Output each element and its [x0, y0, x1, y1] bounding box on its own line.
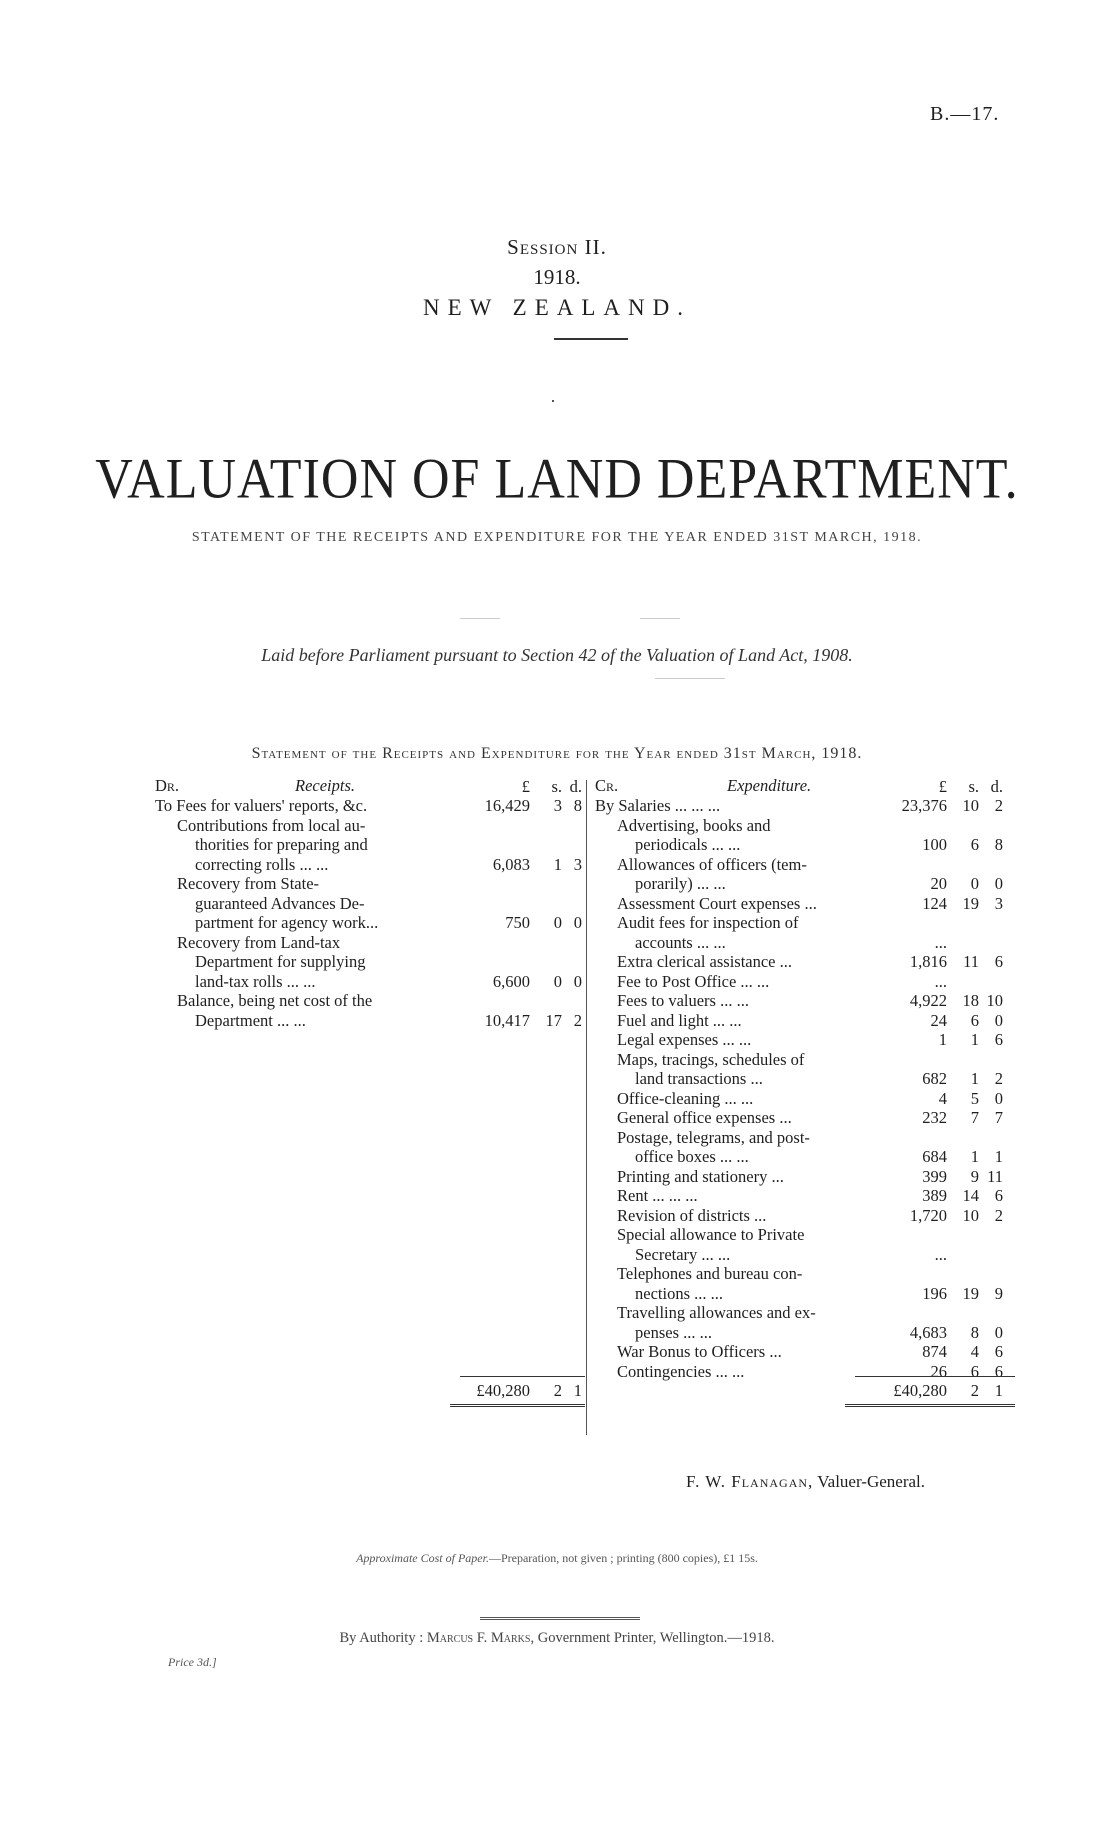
expenditure-total: [857, 1380, 1017, 1400]
row-pounds: 16,429: [484, 796, 530, 815]
ledger-row: [595, 894, 1015, 914]
ledger-row: [595, 1089, 1015, 1109]
row-pence: 2: [994, 796, 1003, 815]
total-shillings: 2: [553, 1380, 562, 1400]
row-shillings: 5: [970, 1088, 979, 1108]
laid-before-note: Laid before Parliament pursuant to Section 42 of the Valuation of Land Act, 1908.: [261, 645, 853, 665]
expenditure-rows: [595, 796, 1015, 1381]
row-pounds: 750: [505, 913, 530, 932]
row-description: thorities for preparing and: [195, 835, 368, 854]
row-description: Printing and stationery ...: [617, 1166, 784, 1186]
row-pounds: 124: [922, 893, 947, 913]
row-pence: 1: [994, 1147, 1003, 1166]
column-divider: [586, 780, 588, 1435]
receipts-header: [155, 776, 585, 796]
row-shillings: 14: [962, 1186, 979, 1205]
row-description: Department for supplying: [195, 952, 366, 971]
row-pence: 2: [573, 1010, 582, 1030]
authority-prefix: By Authority :: [339, 1630, 424, 1646]
total-rule: [460, 1376, 585, 1377]
row-shillings: 19: [962, 1283, 979, 1303]
pounds-header: £: [521, 776, 530, 796]
row-pence: 6: [994, 1186, 1003, 1205]
row-description: Fuel and light ... ...: [617, 1010, 742, 1030]
receipts-column: [155, 776, 585, 1030]
row-pence: 2: [994, 1205, 1003, 1225]
signatory-title: Valuer-General.: [817, 1472, 926, 1491]
page-subtitle: STATEMENT OF THE RECEIPTS AND EXPENDITURE FOR THE YEAR ENDED 31ST MARCH, 1918.: [191, 530, 923, 545]
ledger-row: [595, 816, 1015, 855]
row-description: Special allowance to Private: [617, 1225, 805, 1244]
row-pounds: 682: [922, 1069, 947, 1088]
row-pence: 3: [573, 854, 582, 874]
row-description: Rent ... ... ...: [617, 1186, 698, 1205]
row-pounds: 232: [922, 1108, 947, 1127]
row-pounds: 6,600: [492, 971, 530, 991]
row-pounds: 874: [922, 1342, 947, 1361]
row-shillings: 10: [962, 796, 979, 815]
row-description: Secretary ... ...: [635, 1244, 731, 1264]
row-shillings: 11: [963, 952, 979, 971]
row-shillings: 8: [970, 1322, 979, 1342]
row-description: land-tax rolls ... ...: [195, 971, 316, 991]
credit-label: Cr.: [595, 776, 619, 795]
signature-line: [686, 1472, 925, 1492]
row-shillings: 7: [970, 1108, 979, 1127]
row-pence: 6: [994, 1361, 1003, 1381]
row-description: porarily) ... ...: [635, 874, 726, 893]
total-pence: 1: [573, 1380, 582, 1400]
row-pounds: ...: [934, 932, 947, 952]
row-description: Audit fees for inspection of: [617, 913, 799, 932]
row-description: land transactions ...: [635, 1069, 763, 1088]
row-pounds: 10,417: [484, 1010, 530, 1030]
row-pence: 3: [994, 893, 1003, 913]
row-pence: 7: [994, 1108, 1003, 1127]
row-pounds: 6,083: [492, 854, 530, 874]
ledger-row: [595, 1030, 1015, 1050]
row-description: Legal expenses ... ...: [617, 1030, 752, 1049]
total-pounds: £40,280: [476, 1380, 530, 1400]
row-pence: 6: [994, 1342, 1003, 1361]
row-description: Allowances of officers (tem-: [617, 854, 807, 874]
row-pounds: 4,683: [909, 1322, 947, 1342]
row-description: Travelling allowances and ex-: [617, 1303, 816, 1322]
divider: [480, 1617, 640, 1620]
row-description: Fees to valuers ... ...: [617, 991, 749, 1010]
ledger-row: [155, 874, 585, 933]
statement-heading: Statement of the Receipts and Expenditure for the Year ended 31st March, 1918.: [251, 745, 863, 762]
debit-label: Dr.: [155, 776, 180, 795]
ledger-row: [155, 816, 585, 875]
row-description: Recovery from State-: [177, 874, 320, 893]
row-shillings: 1: [970, 1069, 979, 1088]
row-description: partment for agency work...: [195, 913, 379, 932]
page-title: VALUATION OF LAND DEPARTMENT.: [95, 448, 1019, 511]
row-description: Contributions from local au-: [177, 815, 366, 835]
row-description: Contingencies ... ...: [617, 1361, 745, 1381]
ledger-row: [595, 1303, 1015, 1342]
ledger-row: [595, 1050, 1015, 1089]
expenditure-header: [595, 776, 1015, 796]
row-description: Extra clerical assistance ...: [617, 952, 792, 971]
row-description: office boxes ... ...: [635, 1147, 749, 1166]
row-pence: 0: [994, 1010, 1003, 1030]
row-pounds: 26: [930, 1361, 947, 1381]
total-pounds: £40,280: [893, 1380, 947, 1400]
row-pence: 0: [573, 971, 582, 991]
row-shillings: 1: [970, 1147, 979, 1166]
row-description: Recovery from Land-tax: [177, 932, 341, 952]
ledger-row: [595, 1011, 1015, 1031]
row-pence: 0: [994, 874, 1003, 893]
ledger-row: [595, 1186, 1015, 1206]
printer-authority: [0, 1630, 1114, 1647]
country-label: NEW ZEALAND.: [422, 295, 692, 320]
authority-rest: Government Printer, Wellington.—1918.: [537, 1630, 775, 1646]
divider: [655, 678, 725, 679]
row-description: accounts ... ...: [635, 932, 726, 952]
receipts-rows: [155, 796, 585, 1030]
ledger-row: [595, 1128, 1015, 1167]
row-description: penses ... ...: [635, 1322, 712, 1342]
approximate-cost-note: [0, 1551, 1114, 1566]
ledger-row: [595, 1264, 1015, 1303]
row-description: Telephones and bureau con-: [617, 1264, 803, 1283]
row-description: Revision of districts ...: [617, 1205, 767, 1225]
row-pence: 8: [573, 796, 582, 815]
row-pounds: ...: [934, 1244, 947, 1264]
ledger-row: [595, 1362, 1015, 1382]
ledger-row: [595, 1342, 1015, 1362]
row-description: Postage, telegrams, and post-: [617, 1127, 810, 1147]
total-double-rule: [450, 1404, 585, 1407]
total-pence: 1: [994, 1380, 1003, 1400]
row-description: To Fees for valuers' reports, &c.: [155, 796, 368, 815]
ledger-row: [595, 796, 1015, 816]
row-pounds: 1,816: [909, 952, 947, 971]
row-shillings: 9: [970, 1166, 979, 1186]
row-pounds: 684: [922, 1147, 947, 1166]
row-shillings: 17: [545, 1010, 562, 1030]
row-pounds: 399: [922, 1166, 947, 1186]
row-pounds: 4,922: [909, 991, 947, 1010]
row-pence: 10: [986, 991, 1003, 1010]
row-pounds: 23,376: [901, 796, 947, 815]
row-shillings: 0: [553, 971, 562, 991]
row-pounds: 196: [922, 1283, 947, 1303]
row-pounds: ...: [934, 971, 947, 991]
row-pounds: 20: [930, 874, 947, 893]
total-shillings: 2: [970, 1380, 979, 1400]
ink-dot: [552, 400, 554, 402]
pence-header: d.: [569, 776, 582, 796]
receipts-title: Receipts.: [295, 776, 356, 795]
document-reference: B.—17.: [930, 103, 1000, 125]
ledger-row: [595, 1206, 1015, 1226]
row-pence: 0: [994, 1322, 1003, 1342]
row-description: By Salaries ... ... ...: [595, 796, 721, 815]
ledger-row: [595, 991, 1015, 1011]
row-description: correcting rolls ... ...: [195, 854, 329, 874]
expenditure-column: [595, 776, 1015, 1381]
row-pounds: 24: [930, 1010, 947, 1030]
row-shillings: 10: [962, 1205, 979, 1225]
shillings-header: s.: [551, 776, 562, 796]
row-description: guaranteed Advances De-: [195, 893, 365, 913]
ledger-row: [155, 991, 585, 1030]
row-shillings: 6: [970, 1010, 979, 1030]
ledger-row: [595, 1225, 1015, 1264]
row-pence: 6: [994, 952, 1003, 971]
approx-text: —Preparation, not given ; printing (800 copies), £1 15s.: [488, 1551, 758, 1565]
row-shillings: 19: [962, 893, 979, 913]
pence-header: d.: [990, 776, 1003, 796]
expenditure-title: Expenditure.: [727, 776, 812, 795]
row-description: General office expenses ...: [617, 1108, 792, 1127]
row-shillings: 1: [553, 854, 562, 874]
session-label: Session II.: [507, 235, 607, 259]
row-pounds: 4: [938, 1088, 947, 1108]
receipts-total: [460, 1380, 585, 1400]
row-description: Advertising, books and: [617, 815, 771, 835]
row-pence: 6: [994, 1030, 1003, 1049]
row-shillings: 6: [970, 835, 979, 854]
divider: [460, 618, 500, 619]
row-shillings: 0: [553, 913, 562, 932]
row-shillings: 4: [970, 1342, 979, 1361]
ledger-row: [155, 933, 585, 992]
row-shillings: 6: [970, 1361, 979, 1381]
price-label: Price 3d.]: [168, 1655, 217, 1669]
total-double-rule: [845, 1404, 1015, 1407]
row-shillings: 18: [962, 991, 979, 1010]
row-description: Department ... ...: [195, 1010, 306, 1030]
row-description: nections ... ...: [635, 1283, 723, 1303]
row-description: Office-cleaning ... ...: [617, 1088, 754, 1108]
row-shillings: 0: [970, 874, 979, 893]
row-pounds: 389: [922, 1186, 947, 1205]
ledger-row: [595, 952, 1015, 972]
ledger-row: [595, 855, 1015, 894]
signatory-name: F. W. Flanagan,: [686, 1472, 814, 1491]
row-pence: 2: [994, 1069, 1003, 1088]
row-shillings: 1: [970, 1030, 979, 1049]
row-description: War Bonus to Officers ...: [617, 1342, 782, 1361]
row-pence: 8: [994, 835, 1003, 854]
row-pounds: 100: [922, 835, 947, 854]
row-pence: 0: [573, 913, 582, 932]
row-description: Balance, being net cost of the: [177, 991, 373, 1010]
row-pence: 11: [987, 1166, 1003, 1186]
approx-label: Approximate Cost of Paper.: [356, 1551, 489, 1565]
row-pence: 0: [994, 1088, 1003, 1108]
shillings-header: s.: [968, 776, 979, 796]
row-description: periodicals ... ...: [635, 835, 741, 854]
row-pounds: 1,720: [909, 1205, 947, 1225]
pounds-header: £: [938, 776, 947, 796]
row-description: Assessment Court expenses ...: [617, 893, 817, 913]
divider: [640, 618, 680, 619]
row-description: Fee to Post Office ... ...: [617, 971, 770, 991]
divider: [554, 338, 628, 340]
total-rule: [855, 1376, 1015, 1377]
printer-name: Marcus F. Marks,: [426, 1630, 535, 1646]
ledger-row: [155, 796, 585, 816]
row-description: Maps, tracings, schedules of: [617, 1049, 805, 1069]
row-pence: 9: [994, 1283, 1003, 1303]
ledger-row: [595, 1108, 1015, 1128]
ledger-row: [595, 913, 1015, 952]
row-pounds: 1: [938, 1030, 947, 1049]
ledger-row: [595, 1167, 1015, 1187]
ledger-row: [595, 972, 1015, 992]
year-label: 1918.: [533, 265, 581, 289]
row-shillings: 3: [553, 796, 562, 815]
